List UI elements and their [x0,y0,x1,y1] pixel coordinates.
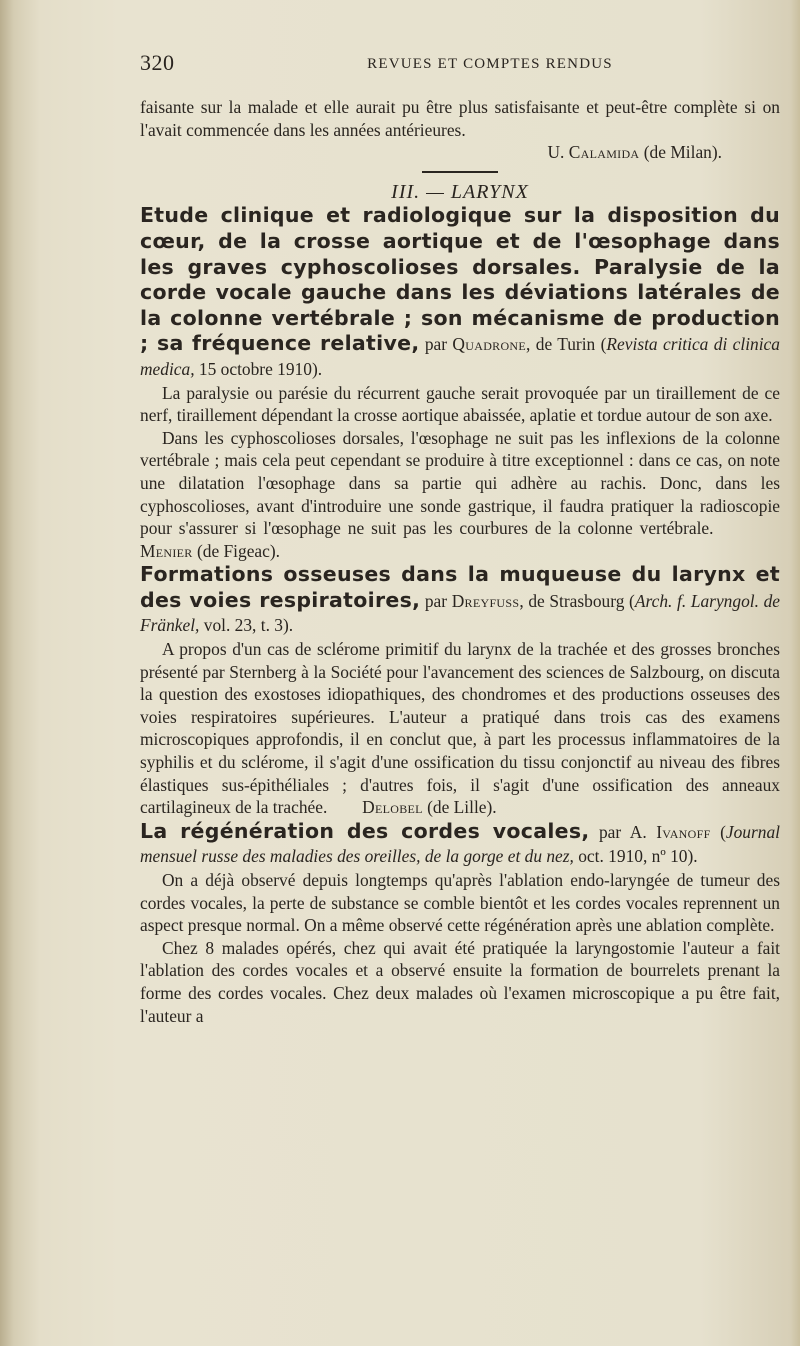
article-dreyfuss [140,562,780,819]
article-by: par [424,590,448,611]
article-author-place: , de Turin ( [526,334,607,355]
article-title: La régénération des cordes vocales, [140,818,590,843]
signature-place: (de Figeac). [196,540,281,561]
article-by: par A. [598,821,647,842]
signature-name: Menier [140,540,193,561]
article-journal: Arch. f. Laryngol. de Fränkel, [140,590,780,636]
page-content [140,96,780,1027]
article-paragraph [140,638,780,819]
article-heading [140,203,780,381]
article-by: par [424,334,448,355]
article-paragraph: On a déjà observé depuis longtemps qu'après l'ablation endo-laryngée de tumeur des cordes vocales, la perte de substance se comble bientôt et les cordes vocales reprennent un aspect presque normal. On a même observé cette régénération après une ablation complète. [140,870,780,936]
article-author: Ivanoff [656,821,711,842]
article-heading [140,562,780,638]
section-rule [422,171,498,173]
article-author: Dreyfuss [451,590,520,611]
article-paragraph-text: Dans les cyphoscolioses dorsales, l'œsophage ne suit pas les inflexions de la colonne vertébrale ; mais cela peut cependant se produire à titre exceptionnel : dans ce cas, on note une dilatation l'œsophage dans sa partie qui adhère au rachis. Donc, dans les cyphoscolioses, avant d'introduire une sonde gastrique, il faudra pratiquer la radioscopie pour s'assurer si l'œsophage ne suit pas les courbures de la colonne vertébrale. [140,427,780,539]
article-author-place: , de Strasbourg ( [519,590,635,611]
article-title: Etude clinique et radiologique sur la disposition du cœur, de la crosse aortique et de l'œsophage dans les graves cyphoscolioses dorsales. Paralysie de la corde vocale gauche dans les déviations latérales de la colonne vertébrale ; son mécanisme de production ; sa fréquence relative, [140,203,780,356]
signature-place: (de Lille). [427,797,497,818]
article-author: Quadrone [452,334,527,355]
signature-name: Delobel [362,797,423,818]
article-paragraph [140,427,780,563]
article-ref: oct. 1910, nº 10). [573,846,698,867]
running-head: REVUES ET COMPTES RENDUS [367,56,613,72]
article-title: Formations osseuses dans la muqueuse du larynx et des voies respiratoires, [140,562,780,612]
intro-paragraph: faisante sur la malade et elle aurait pu être plus satisfaisante et peut-être complète si on l'avait commencée dans les années antérieures. [140,97,780,140]
article-journal: Journal mensuel russe des maladies des oreilles, de la gorge et du nez, [140,821,780,867]
article-paragraph: Chez 8 malades opérés, chez qui avait été pratiquée la laryngostomie l'auteur a fait l'ablation des cordes vocales et a observé ensuite la formation de bourrelets prenant la forme des cordes vocales. Chez deux malades où l'examen microscopique a pu être fait, l'auteur a [140,937,780,1026]
article-ref: 15 octobre 1910). [194,358,323,379]
intro-signature [140,141,780,164]
section-title: III. — LARYNX [391,180,529,203]
article-ivanoff [140,819,780,1027]
page-number: 320 [140,50,175,75]
article-quadrone [140,203,780,562]
article-ref: vol. 23, t. 3). [199,615,294,636]
article-author-place: ( [710,821,726,842]
article-heading [140,819,780,869]
signature-place: (de Milan). [643,142,722,163]
article-paragraph: La paralysie ou parésie du récurrent gauche serait provoquée par un tiraillement de ce nerf, tiraillement dépendant la crosse aortique abaissée, aplatie et tordue autour de son axe. [140,382,780,426]
article-paragraph-text: A propos d'un cas de sclérome primitif du larynx de la trachée et des grosses bronches présenté par Sternberg à la Société pour l'avancement des sciences de Salzbourg, on discuta la question des exostoses idiopathiques, des chondromes et des productions osseuses des voies respiratoires supérieures. L'auteur a pratiqué dans trois cas des examens microscopiques approfondis, il en conclut que, à part les processus inflammatoires de la syphilis et du sclérome, il s'agit d'une ossification du tissu conjonctif au niveau des fibres élastiques sus-épithéliales ; d'autres fois, il s'agit d'une ossification des anneaux cartilagineux de la trachée. [140,639,780,818]
page-header [140,50,780,80]
signature-initial: U. [547,142,565,163]
signature-name: Calamida [568,142,640,163]
article-journal: Revista critica di clinica medica, [140,334,780,379]
